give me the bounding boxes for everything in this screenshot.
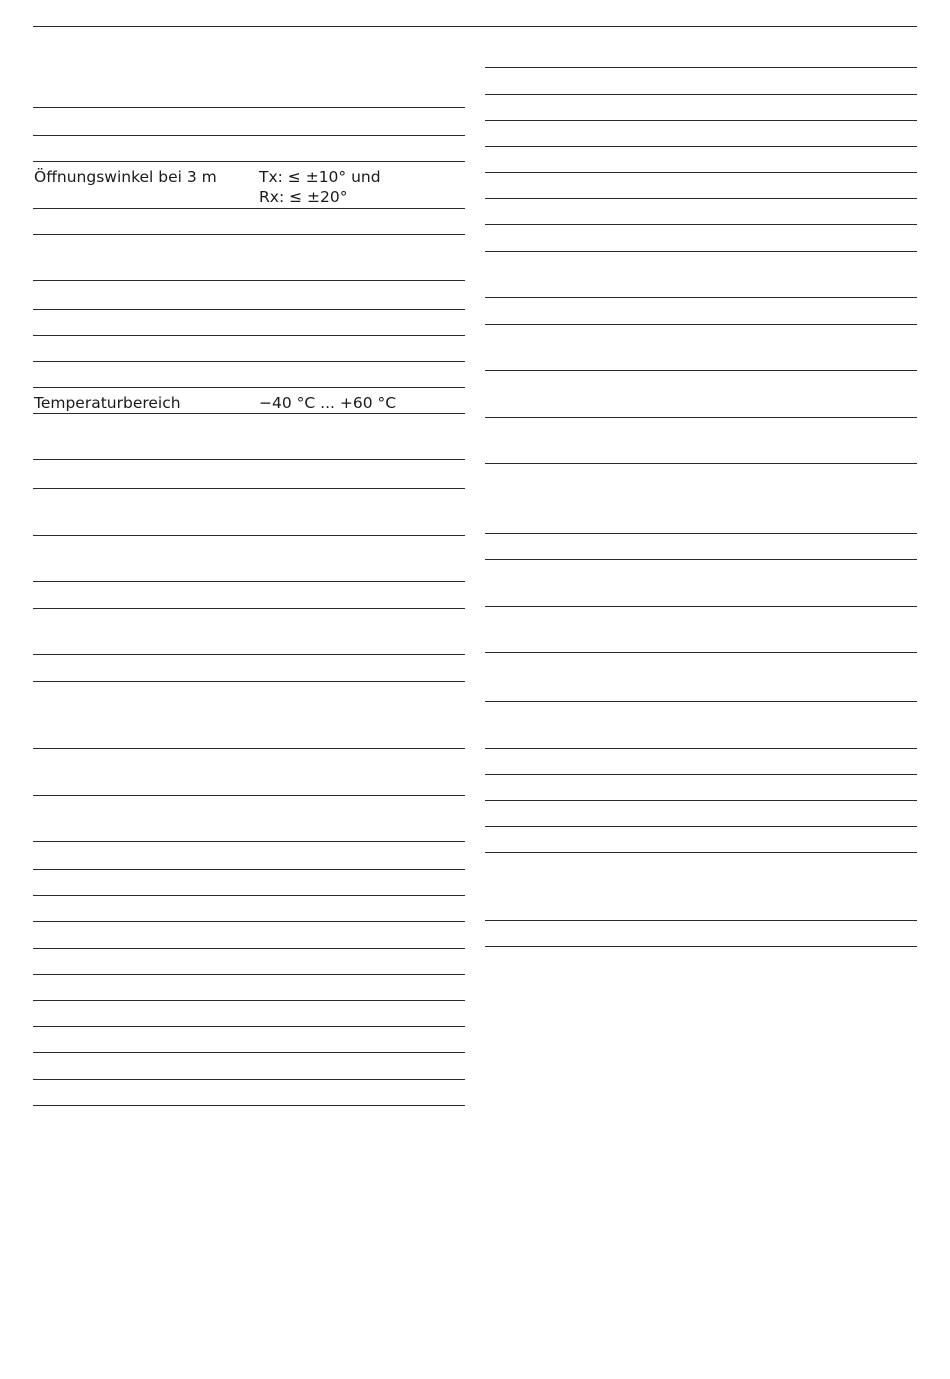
left-table-rule — [33, 535, 465, 536]
left-table-rule — [33, 921, 465, 922]
left-table-rule — [33, 681, 465, 682]
left-table-rule — [33, 361, 465, 362]
right-table-rule — [485, 533, 917, 534]
left-table-rule — [33, 107, 465, 108]
left-table-rule — [33, 841, 465, 842]
left-table-rule — [33, 161, 465, 162]
left-table-rule — [33, 869, 465, 870]
left-table-rule — [33, 581, 465, 582]
right-table-rule — [485, 198, 917, 199]
spec-value-opening-angle-rx: Rx: ≤ ±20° — [259, 188, 348, 206]
spec-value-opening-angle-tx: Tx: ≤ ±10° und — [259, 168, 381, 186]
right-table-rule — [485, 146, 917, 147]
right-table-rule — [485, 94, 917, 95]
right-table-rule — [485, 463, 917, 464]
left-table-rule — [33, 208, 465, 209]
left-table-rule — [33, 1000, 465, 1001]
right-table-rule — [485, 852, 917, 853]
right-table-rule — [485, 774, 917, 775]
right-table-rule — [485, 417, 917, 418]
spec-label-temperature-range: Temperaturbereich — [34, 394, 181, 412]
left-table-rule — [33, 654, 465, 655]
left-table-rule — [33, 948, 465, 949]
left-table-rule — [33, 895, 465, 896]
left-table-rule — [33, 280, 465, 281]
right-table-rule — [485, 652, 917, 653]
left-table-rule — [33, 309, 465, 310]
left-table-rule — [33, 1052, 465, 1053]
right-table-rule — [485, 920, 917, 921]
right-table-rule — [485, 324, 917, 325]
top-rule — [33, 26, 917, 27]
left-table-rule — [33, 1026, 465, 1027]
left-table-rule — [33, 413, 465, 414]
left-table-rule — [33, 974, 465, 975]
left-table-rule — [33, 748, 465, 749]
right-table-rule — [485, 297, 917, 298]
left-table-rule — [33, 488, 465, 489]
right-table-rule — [485, 172, 917, 173]
right-table-rule — [485, 748, 917, 749]
left-table-rule — [33, 1079, 465, 1080]
right-table-rule — [485, 559, 917, 560]
right-table-rule — [485, 224, 917, 225]
right-table-rule — [485, 67, 917, 68]
left-table-rule — [33, 387, 465, 388]
right-table-rule — [485, 946, 917, 947]
left-table-rule — [33, 608, 465, 609]
left-table-rule — [33, 335, 465, 336]
right-table-rule — [485, 120, 917, 121]
left-table-rule — [33, 234, 465, 235]
right-table-rule — [485, 701, 917, 702]
right-table-rule — [485, 606, 917, 607]
left-table-rule — [33, 135, 465, 136]
left-table-rule — [33, 795, 465, 796]
right-table-rule — [485, 826, 917, 827]
right-table-rule — [485, 370, 917, 371]
left-table-rule — [33, 1105, 465, 1106]
spec-value-temperature-range: −40 °C ... +60 °C — [259, 394, 397, 412]
left-table-rule — [33, 459, 465, 460]
right-table-rule — [485, 251, 917, 252]
spec-label-opening-angle: Öffnungswinkel bei 3 m — [34, 168, 217, 186]
right-table-rule — [485, 800, 917, 801]
